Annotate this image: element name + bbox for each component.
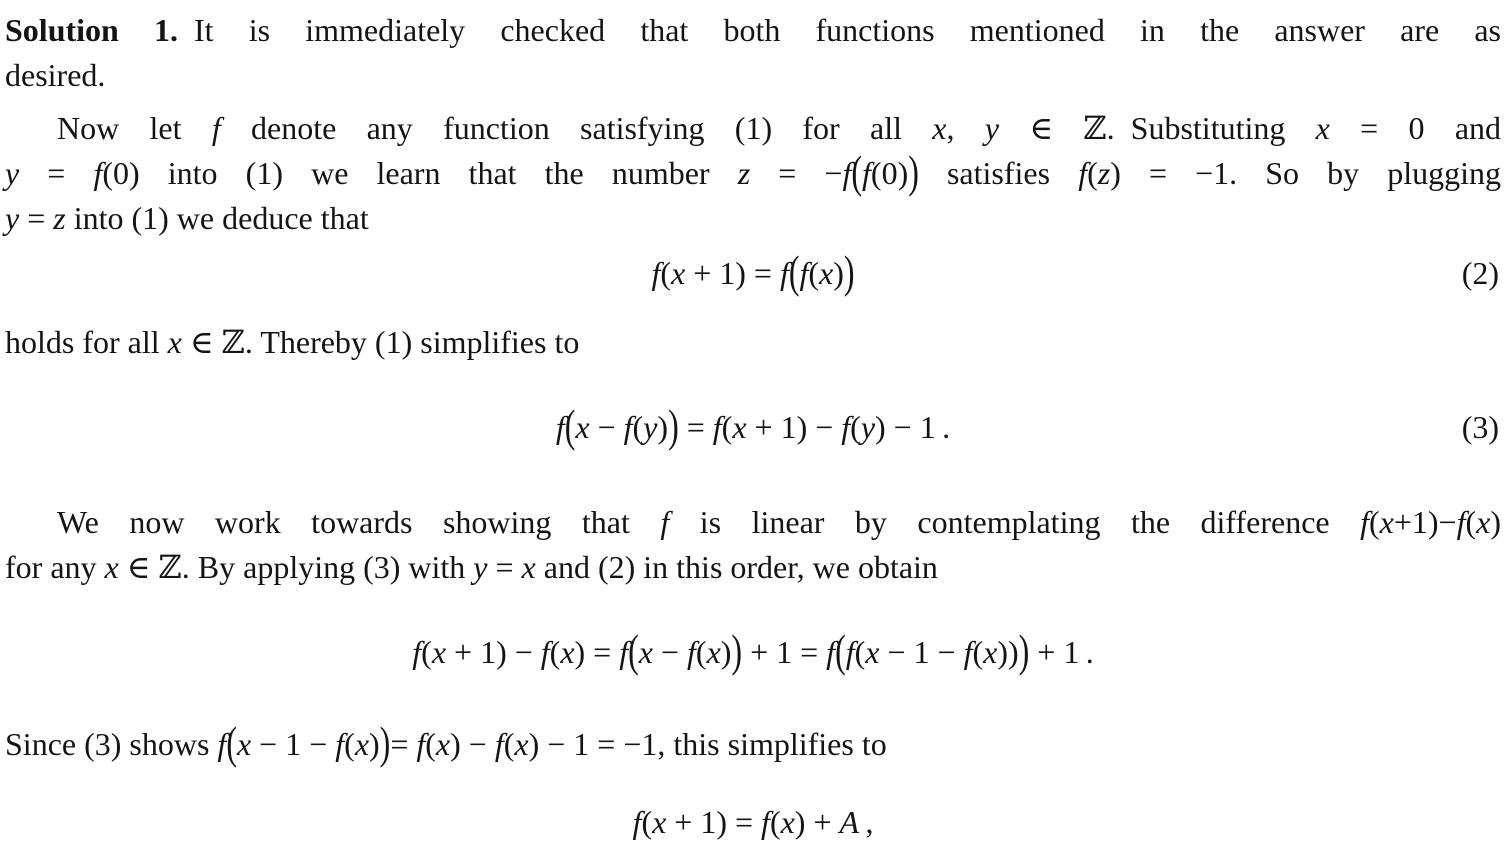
text-segment: f: [1078, 155, 1088, 191]
text-segment: (: [628, 624, 639, 676]
text-line: [5, 500, 1501, 545]
text-segment: holds for all: [5, 324, 168, 360]
paragraph-holds: [5, 320, 1501, 365]
text-segment: into (1) we deduce that: [65, 200, 369, 236]
text-segment: f: [963, 634, 973, 670]
text-segment: x: [706, 634, 721, 670]
equation-number: (3): [1461, 409, 1499, 445]
text-line: [5, 53, 1501, 98]
equation-body: [633, 804, 874, 840]
text-segment: desired.: [5, 57, 106, 93]
text-segment: x: [1476, 504, 1491, 540]
text-segment: (: [808, 255, 820, 291]
text-segment: x: [236, 726, 252, 762]
text-segment: f: [862, 155, 871, 191]
text-segment: Solution 1.: [5, 12, 178, 48]
text-segment: ) − 1 = −1, this simplifies to: [528, 726, 887, 762]
text-segment: f: [494, 726, 504, 762]
text-segment: =: [487, 549, 522, 585]
text-segment: ): [369, 726, 380, 762]
text-segment: ∈ ℤ. Substituting: [999, 110, 1316, 146]
text-segment: x: [575, 409, 590, 445]
text-segment: f: [826, 634, 836, 670]
text-segment: +1)−: [1393, 504, 1457, 540]
text-segment: ) − 1 .: [875, 409, 951, 445]
text-segment: denote any function satisfying (1) for all: [220, 110, 933, 146]
text-segment: Now let: [57, 110, 212, 146]
text-segment: )): [997, 634, 1019, 670]
text-segment: z: [1097, 155, 1111, 191]
text-line: [5, 716, 1501, 768]
text-segment: y: [860, 409, 876, 445]
text-segment: f: [412, 634, 422, 670]
equation-body: [651, 245, 855, 297]
text-segment: x: [354, 726, 370, 762]
text-segment: ): [720, 634, 732, 670]
text-segment: f: [761, 804, 770, 840]
text-segment: y: [5, 155, 20, 191]
text-segment: x: [431, 634, 447, 670]
text-segment: x: [732, 409, 747, 445]
text-segment: (: [503, 726, 515, 762]
text-segment: (: [788, 245, 800, 297]
text-segment: (: [769, 804, 781, 840]
text-segment: ): [668, 399, 679, 451]
text-segment: =: [19, 155, 94, 191]
text-segment: + 1) −: [746, 409, 842, 445]
text-segment: f: [842, 155, 852, 191]
paragraph-setup: [5, 106, 1501, 241]
text-segment: x: [514, 726, 529, 762]
text-segment: x: [435, 726, 451, 762]
text-line: [5, 545, 1501, 590]
text-segment: x: [670, 255, 686, 291]
text-segment: x: [521, 549, 536, 585]
text-segment: f: [651, 255, 661, 291]
text-segment: (: [721, 409, 733, 445]
text-segment: satisfies: [918, 155, 1079, 191]
text-segment: f: [555, 409, 565, 445]
text-segment: ) −: [450, 726, 495, 762]
text-line: [5, 106, 1501, 151]
text-segment: − 1 −: [879, 634, 964, 670]
text-segment: ): [1018, 624, 1030, 676]
text-segment: is linear by contemplating the difference: [669, 504, 1361, 540]
text-segment: (: [854, 634, 866, 670]
text-segment: f: [416, 726, 426, 762]
text-segment: ): [908, 145, 919, 197]
text-segment: f: [660, 504, 670, 540]
paragraph-since: [5, 716, 1501, 768]
text-segment: + 1 .: [1029, 634, 1094, 670]
text-segment: (: [835, 624, 846, 676]
text-segment: ): [833, 255, 844, 291]
text-segment: ,: [859, 804, 874, 840]
text-line: [5, 145, 1502, 197]
text-segment: x: [1315, 110, 1330, 146]
text-segment: x: [865, 634, 880, 670]
text-segment: (: [641, 804, 653, 840]
text-segment: (: [850, 409, 861, 445]
text-segment: (: [1368, 504, 1380, 540]
text-line: [5, 8, 1501, 53]
text-segment: (: [695, 634, 707, 670]
text-segment: (: [564, 399, 576, 451]
text-segment: ∈ ℤ. By applying (3) with: [118, 549, 474, 585]
text-segment: (: [632, 409, 644, 445]
text-segment: We now work towards showing that: [57, 504, 661, 540]
text-segment: =: [390, 726, 417, 762]
text-line: [5, 196, 1501, 241]
text-segment: x: [638, 634, 653, 670]
text-segment: + 1) −: [446, 634, 541, 670]
text-segment: ∈ ℤ. Thereby (1) simplifies to: [181, 324, 580, 360]
equation-body: [555, 399, 951, 451]
text-segment: (: [1087, 155, 1098, 191]
text-segment: x: [983, 634, 998, 670]
text-segment: ): [1490, 504, 1501, 540]
text-segment: −: [589, 409, 624, 445]
text-segment: ): [379, 716, 391, 768]
text-segment: (: [425, 726, 436, 762]
text-segment: ,: [946, 110, 985, 146]
text-segment: (: [549, 634, 561, 670]
equation-number: (2): [1461, 255, 1499, 291]
text-segment: f: [779, 255, 789, 291]
text-segment: f: [687, 634, 696, 670]
text-segment: (0): [870, 155, 909, 191]
text-segment: (: [660, 255, 671, 291]
text-segment: for any: [5, 549, 105, 585]
text-segment: and (2) in this order, we obtain: [535, 549, 938, 585]
text-segment: f: [211, 110, 221, 146]
text-segment: f: [841, 409, 851, 445]
text-segment: f: [619, 634, 629, 670]
text-segment: y: [643, 409, 658, 445]
text-segment: f: [623, 409, 633, 445]
text-segment: ) +: [794, 804, 840, 840]
text-segment: ): [657, 409, 669, 445]
text-segment: f: [217, 726, 227, 762]
text-segment: ) =: [574, 634, 620, 670]
text-segment: (: [421, 634, 432, 670]
text-segment: z: [53, 200, 66, 236]
text-segment: x: [167, 324, 182, 360]
text-segment: =: [19, 200, 54, 236]
text-segment: ): [731, 624, 743, 676]
text-segment: x: [652, 804, 667, 840]
text-segment: = −: [750, 155, 843, 191]
text-segment: f: [632, 804, 642, 840]
text-segment: It is immediately checked that both functions mentioned in the answer are as: [178, 12, 1502, 48]
text-segment: (: [972, 634, 984, 670]
equation-display-3: [5, 399, 1501, 451]
equation-body: [412, 624, 1094, 676]
text-segment: f: [335, 726, 345, 762]
text-segment: y: [5, 200, 20, 236]
text-segment: x: [819, 255, 834, 291]
text-segment: x: [104, 549, 119, 585]
text-segment: −: [652, 634, 688, 670]
text-segment: x: [932, 110, 947, 146]
text-segment: f: [1360, 504, 1369, 540]
equation-final: [5, 800, 1501, 845]
text-segment: = 0 and: [1329, 110, 1502, 146]
text-segment: x: [780, 804, 795, 840]
text-segment: ): [843, 245, 855, 297]
text-segment: f: [712, 409, 722, 445]
text-segment: f: [845, 634, 855, 670]
text-segment: (: [344, 726, 355, 762]
paragraph-linear: [5, 500, 1501, 590]
text-segment: z: [737, 155, 751, 191]
text-segment: f: [540, 634, 550, 670]
text-segment: y: [984, 110, 1000, 146]
text-segment: (: [851, 145, 863, 197]
text-segment: (: [226, 716, 237, 768]
text-segment: =: [678, 409, 713, 445]
text-segment: f: [799, 255, 809, 291]
text-segment: (: [1465, 504, 1477, 540]
paragraph-intro: [5, 8, 1501, 98]
text-segment: + 1) =: [685, 255, 780, 291]
equation-chain: [5, 624, 1501, 676]
text-segment: y: [473, 549, 488, 585]
text-segment: (0) into (1) we learn that the number: [102, 155, 738, 191]
equation-display-2: [5, 245, 1501, 297]
text-segment: A: [839, 804, 860, 840]
text-segment: x: [1379, 504, 1394, 540]
text-segment: x: [560, 634, 575, 670]
text-segment: + 1) =: [666, 804, 762, 840]
text-segment: + 1 =: [742, 634, 827, 670]
text-segment: − 1 −: [251, 726, 336, 762]
text-line: [5, 320, 1501, 365]
text-segment: f: [1456, 504, 1466, 540]
text-segment: f: [93, 155, 103, 191]
text-segment: Since (3) shows: [5, 726, 218, 762]
text-segment: ) = −1. So by plugging: [1110, 155, 1502, 191]
